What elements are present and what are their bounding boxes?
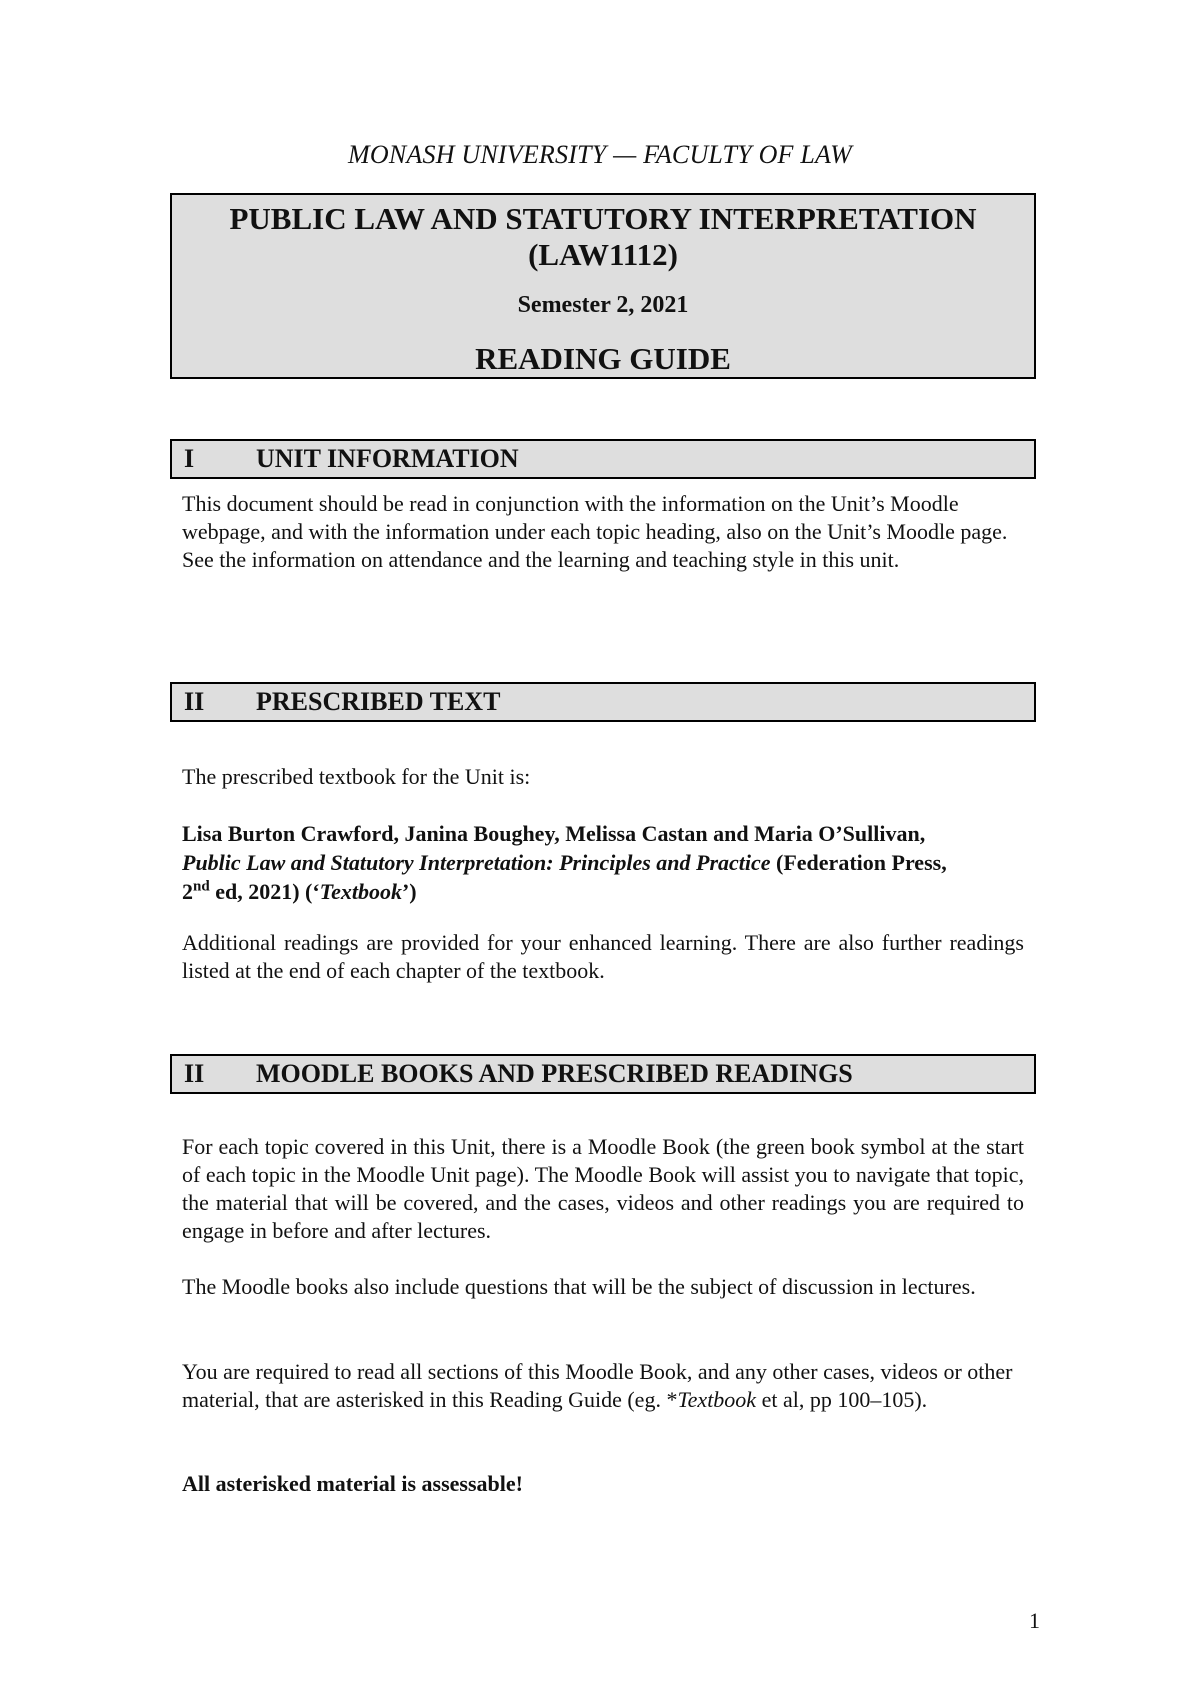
textbook-close: ’) <box>401 879 417 904</box>
textbook-authors: Lisa Burton Crawford, Janina Boughey, Melissa Castan and Maria O’Sullivan, <box>182 821 926 846</box>
moodle-questions-paragraph: The Moodle books also include questions that will be the subject of discussion in lectures. <box>182 1274 976 1299</box>
textbook-publisher: (Federation Press, <box>770 850 947 875</box>
section-heading-unit-information <box>170 439 1036 479</box>
section-heading-prescribed-text <box>170 682 1036 722</box>
prescribed-intro: The prescribed textbook for the Unit is: <box>182 764 531 789</box>
section-number: II <box>184 1059 205 1088</box>
section-number: II <box>184 687 205 716</box>
reading-requirement-pages: et al, pp 100–105). <box>756 1387 928 1412</box>
section-heading-moodle-books <box>170 1054 1036 1094</box>
faculty-heading: MONASH UNIVERSITY — FACULTY OF LAW <box>348 140 852 169</box>
unit-code: (LAW1112) <box>528 237 678 272</box>
textbook-citation <box>182 819 1024 906</box>
reading-requirement-textbook: Textbook <box>677 1387 757 1412</box>
section-title: PRESCRIBED TEXT <box>256 687 501 716</box>
unit-title: PUBLIC LAW AND STATUTORY INTERPRETATION <box>229 201 977 236</box>
textbook-edition-suffix: nd <box>193 878 210 895</box>
section-number: I <box>184 444 195 473</box>
reading-requirement-paragraph <box>182 1358 1024 1414</box>
reading-requirement-text: You are required to read all sections of this Moodle Book, and any other cases, videos or other material, that are asterisked in this Reading Guide (eg. * <box>182 1359 1013 1412</box>
textbook-edition-rest: ed, 2021) (‘ <box>209 879 320 904</box>
section-title: UNIT INFORMATION <box>256 444 519 473</box>
textbook-title: Public Law and Statutory Interpretation: Principles and Practice <box>182 850 771 875</box>
title-box <box>170 193 1036 379</box>
semester: Semester 2, 2021 <box>517 292 689 318</box>
section-title: MOODLE BOOKS AND PRESCRIBED READINGS <box>256 1059 853 1088</box>
unit-information-paragraph: This document should be read in conjunction with the information on the Unit’s Moodle webpage, and with the information under each topic heading, also on the Unit’s Moodle page. See the information on attendance and the learning and teaching style in this unit. <box>182 491 1008 572</box>
moodle-book-paragraph: For each topic covered in this Unit, there is a Moodle Book (the green book symbol at the start of each topic in the Moodle Unit page). The Moodle Book will assist you to navigate that topic, the material that will be covered, and the cases, videos and other readings you are required to engage in before and after lectures. <box>182 1134 1024 1243</box>
document-title: READING GUIDE <box>475 341 731 376</box>
textbook-edition: 2 <box>182 879 193 904</box>
additional-readings: Additional readings are provided for your enhanced learning. There are also further readings listed at the end of each chapter of the textbook. <box>182 930 1024 983</box>
page-number: 1 <box>1029 1608 1040 1633</box>
textbook-short-title: Textbook <box>319 879 402 904</box>
assessable-note: All asterisked material is assessable! <box>182 1471 523 1496</box>
